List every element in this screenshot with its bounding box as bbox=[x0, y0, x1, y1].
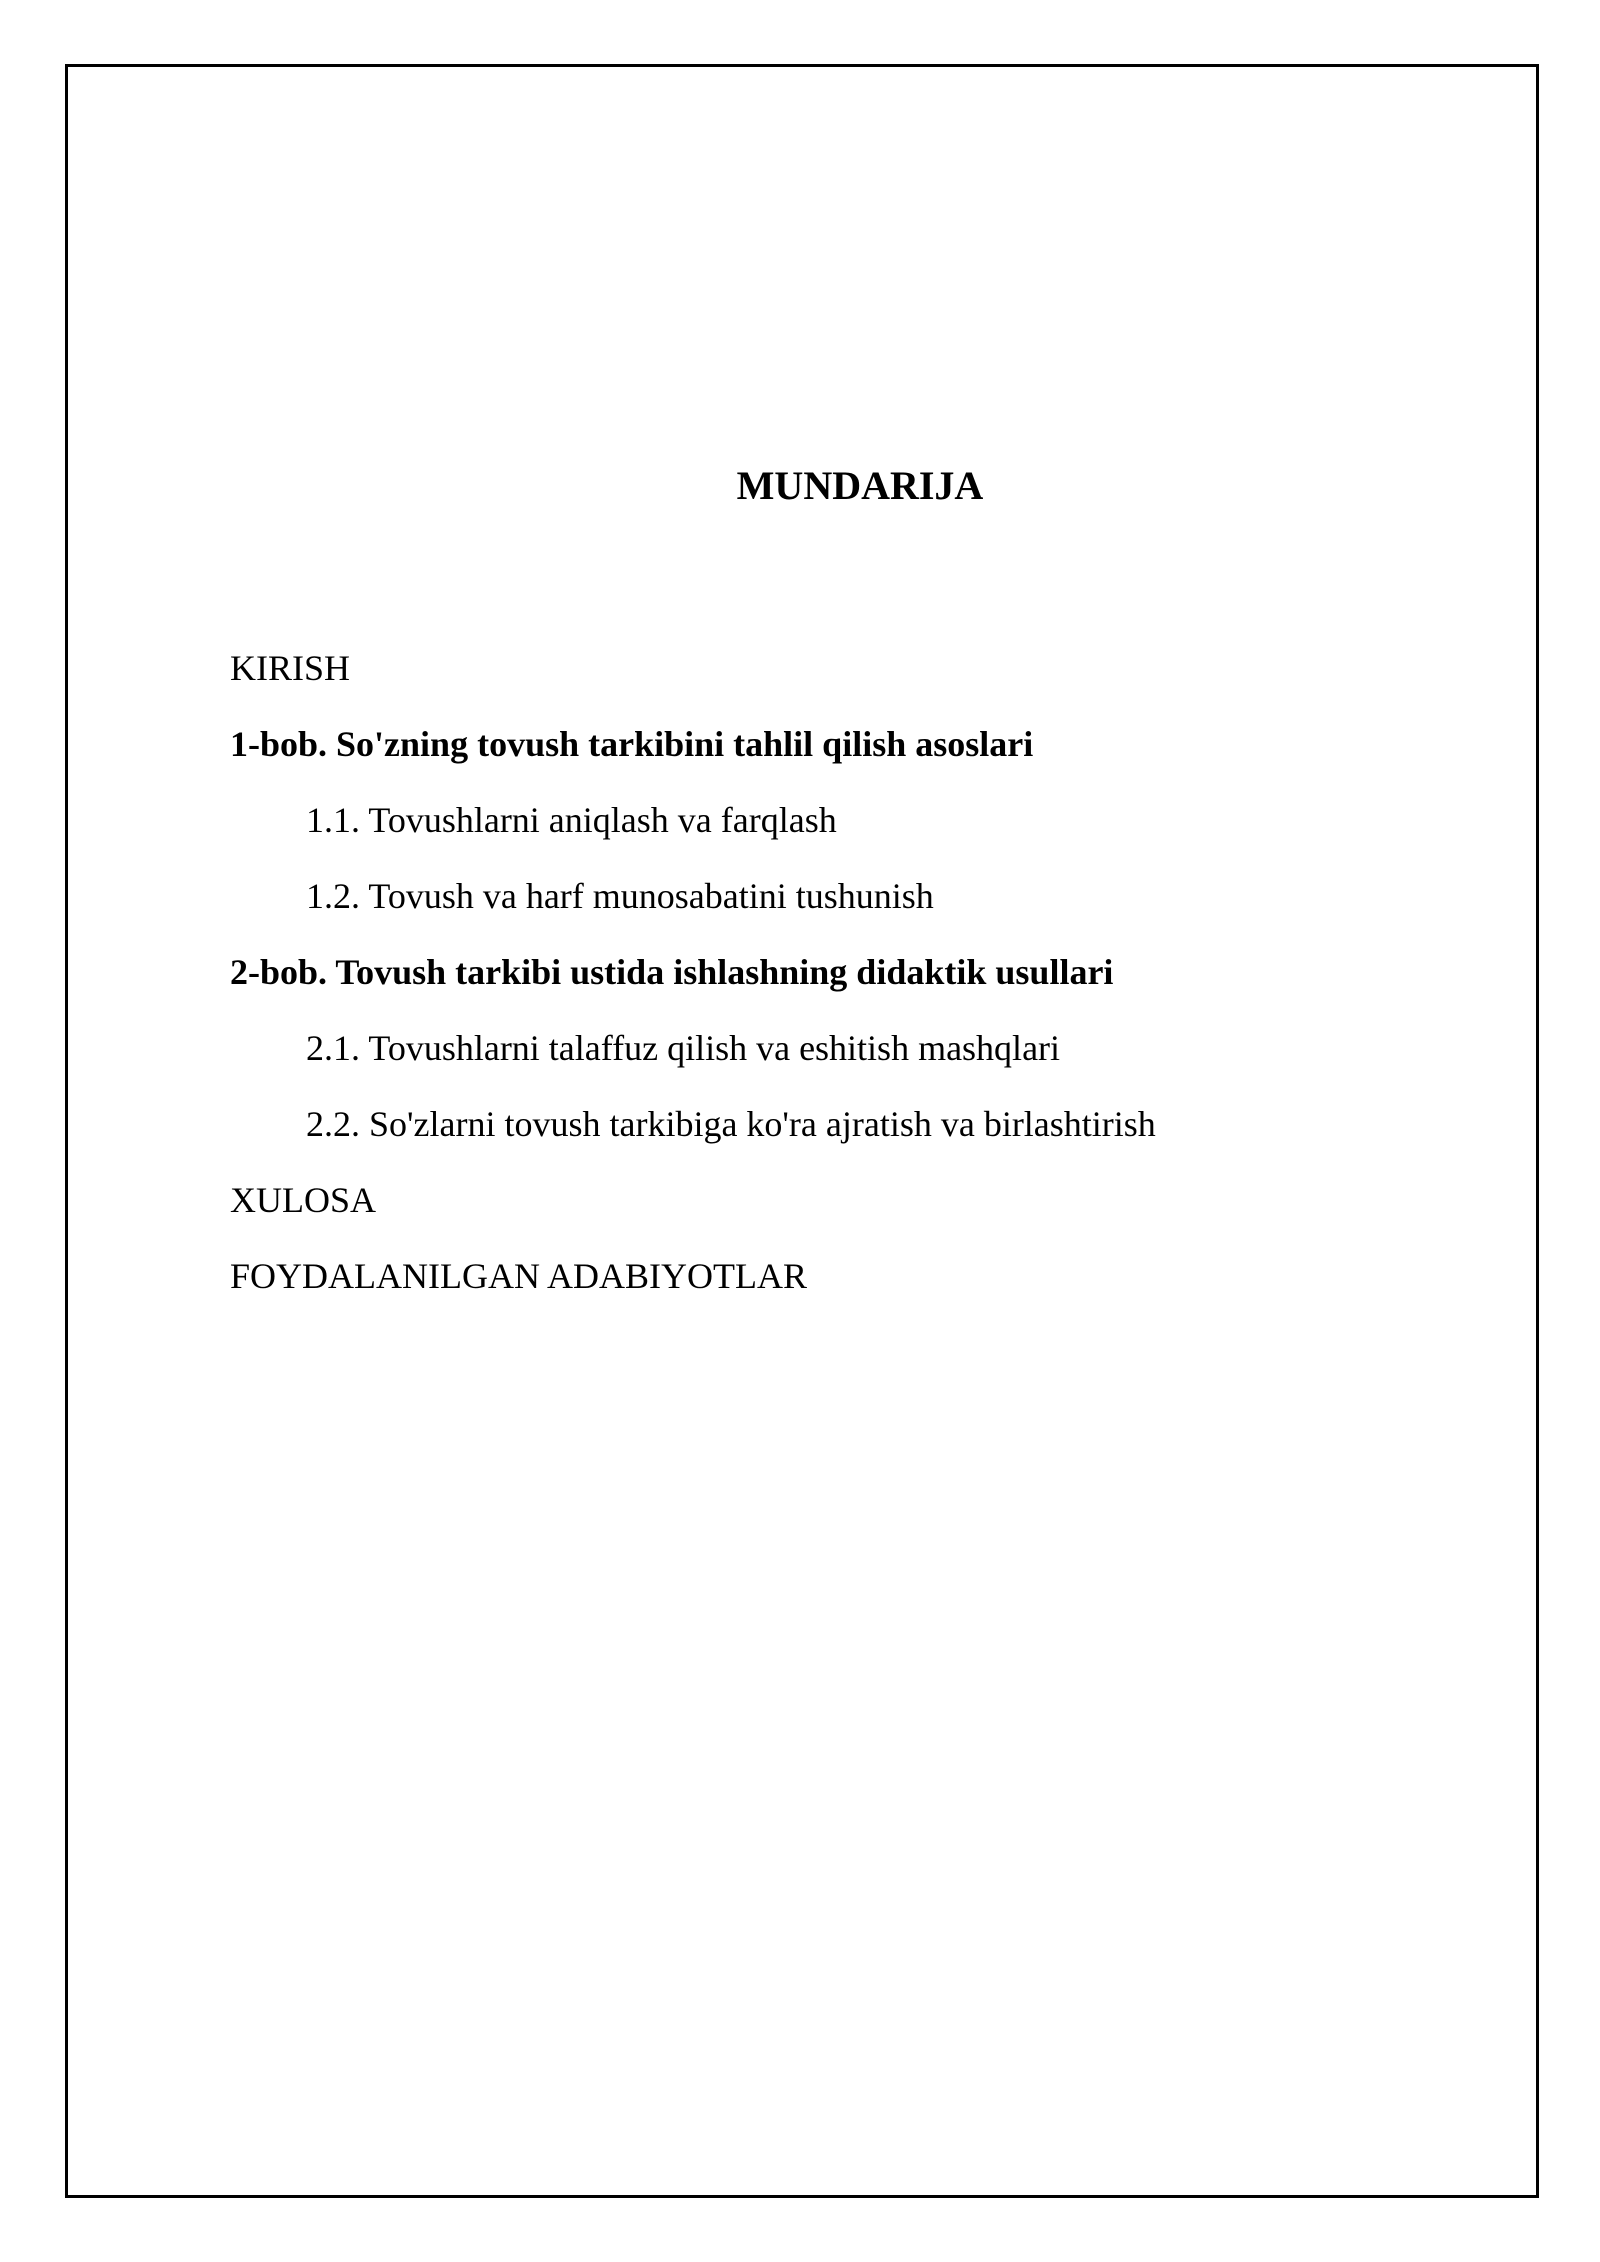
toc-entry-section-1-1: 1.1. Tovushlarni aniqlash va farqlash bbox=[306, 800, 837, 840]
toc-entry-section-2-1: 2.1. Tovushlarni talaffuz qilish va eshitish mashqlari bbox=[306, 1028, 1061, 1068]
toc-entry-section-1-2: 1.2. Tovush va harf munosabatini tushunish bbox=[306, 876, 934, 916]
toc-entry-references: FOYDALANILGAN ADABIYOTLAR bbox=[230, 1256, 807, 1296]
table-of-contents bbox=[230, 636, 1156, 1320]
toc-entry-introduction: KIRISH bbox=[230, 648, 351, 688]
toc-entry-chapter-2: 2-bob. Tovush tarkibi ustida ishlashning didaktik usullari bbox=[230, 952, 1114, 992]
toc-entry-section-2-2: 2.2. So'zlarni tovush tarkibiga ko'ra ajratish va birlashtirish bbox=[306, 1104, 1156, 1144]
toc-entry-chapter-1: 1-bob. So'zning tovush tarkibini tahlil qilish asoslari bbox=[230, 724, 1034, 764]
page-title: MUNDARIJA bbox=[736, 463, 984, 508]
toc-entry-conclusion: XULOSA bbox=[230, 1180, 377, 1220]
